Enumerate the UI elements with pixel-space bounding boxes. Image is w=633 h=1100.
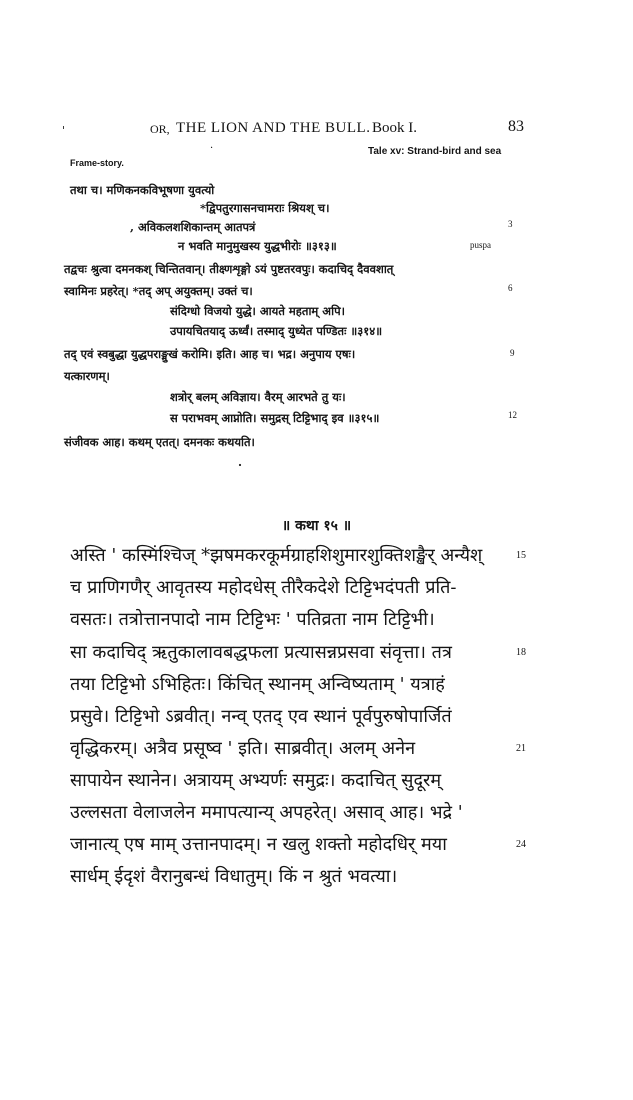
story-line: जानात्य् एष माम् उत्तानपादम्। न खलु शक्तो महोदधिर् मया	[70, 834, 447, 855]
text-line: *द्विपतुरगासनचामराः श्रियश् च।	[200, 201, 330, 215]
header-dot: ·	[210, 143, 214, 154]
story-line: वसतः। तत्रोत्तानपादो नाम टिट्टिभः ' पतिव्रता नाम टिट्टिभी।	[70, 609, 435, 630]
text-line: न भवति मानुमुखस्य युद्धभीरोः ॥३१३॥	[178, 239, 337, 253]
line-number: 24	[516, 839, 526, 850]
line-number: 21	[516, 743, 526, 754]
tale-label: Tale xv: Strand-bird and sea	[368, 146, 502, 157]
header-mark: '	[62, 124, 66, 137]
text-line: शत्रोर् बलम् अविज्ञाय। वैरम् आरभते तु यः।	[170, 390, 346, 404]
story-line: प्रसुवे। टिट्टिभो ऽब्रवीत्। नन्व् एतद् एव स्थानं पूर्वपुरुषोपार्जितं	[70, 706, 452, 727]
text-line: संजीवक आह। कथम् एतत्। दमनकः कथयति।	[64, 435, 255, 449]
line-number: 12	[508, 410, 517, 420]
story-line: अस्ति ' कस्मिंश्चिज् *झषमकरकूर्मग्राहशिशुमारशुक्तिशङ्खैर् अन्यैश्	[70, 545, 483, 566]
story-line: उल्लसता वेलाजलेन ममापत्यान्य् अपहरेत्। असाव् आह। भद्रे '	[70, 802, 463, 823]
line-number: 15	[516, 550, 526, 561]
frame-story-label: Frame-story.	[70, 158, 124, 168]
header-prefix: OR,	[150, 122, 170, 136]
book-label: Book I.	[372, 120, 417, 136]
page-number: 83	[508, 118, 524, 135]
text-line: तद् एवं स्वबुद्धा युद्धपराङ्मुखं करोमि। इति। आह च। भद्र। अनुपाय एषः।	[64, 347, 356, 361]
text-line: तद्वचः श्रुत्वा दमनकश् चिन्तितवान्। तीक्ष्णशृङ्गो ऽयं पुष्टतरवपुः। कदाचिद् दैववशात्	[64, 262, 394, 276]
text-line: स्वामिनः प्रहरेत्। *तद् अप् अयुक्तम्। उक्तं च।	[64, 284, 253, 298]
story-heading: ॥ कथा १५ ॥	[281, 518, 352, 534]
text-line: तथा च। मणिकनकविभूषणा युवत्यो	[70, 183, 215, 197]
text-line: , अविकलशशिकान्तम् आतपत्रं	[130, 220, 256, 234]
margin-note: puspa	[470, 240, 491, 250]
story-line: वृद्धिकरम्। अत्रैव प्रसूष्व ' इति। साब्रवीत्। अलम् अनेन	[70, 738, 416, 759]
line-number: 18	[516, 647, 526, 658]
line-number: 3	[508, 219, 513, 229]
running-title: THE LION AND THE BULL.	[176, 120, 371, 136]
text-line: संदिग्धो विजयो युद्धे। आयते महताम् अपि।	[170, 304, 345, 318]
story-line: सापायेन स्थानेन। अत्रायम् अभ्यर्णः समुद्रः। कदाचित् सुदूरम्	[70, 770, 442, 791]
text-line: स पराभवम् आप्नोति। समुद्रस् टिट्टिभाद् इव ॥३१५॥	[170, 411, 380, 425]
story-line: सार्धम् ईदृशं वैरानुबन्धं विधातुम्। किं न श्रुतं भवत्या।	[70, 866, 398, 887]
text-line: उपायचितयाद् ऊर्ध्वं। तस्माद् युध्येत पण्डितः ॥३१४॥	[170, 324, 383, 338]
line-number: 6	[508, 283, 513, 293]
story-line: तया टिट्टिभो ऽभिहितः। किंचित् स्थानम् अन्विष्यताम् ' यत्राहं	[70, 674, 445, 695]
story-line: च प्राणिगणैर् आवृतस्य महोदधेस् तीरैकदेशे टिट्टिभदंपती प्रति-	[70, 577, 457, 598]
line-number: 9	[510, 348, 515, 358]
text-line: यत्कारणम्।	[64, 369, 110, 383]
story-line: सा कदाचिद् ऋतुकालावबद्धफला प्रत्यासन्नप्रसवा संवृत्ता। तत्र	[70, 642, 452, 663]
stray-dot: ·	[238, 458, 243, 472]
